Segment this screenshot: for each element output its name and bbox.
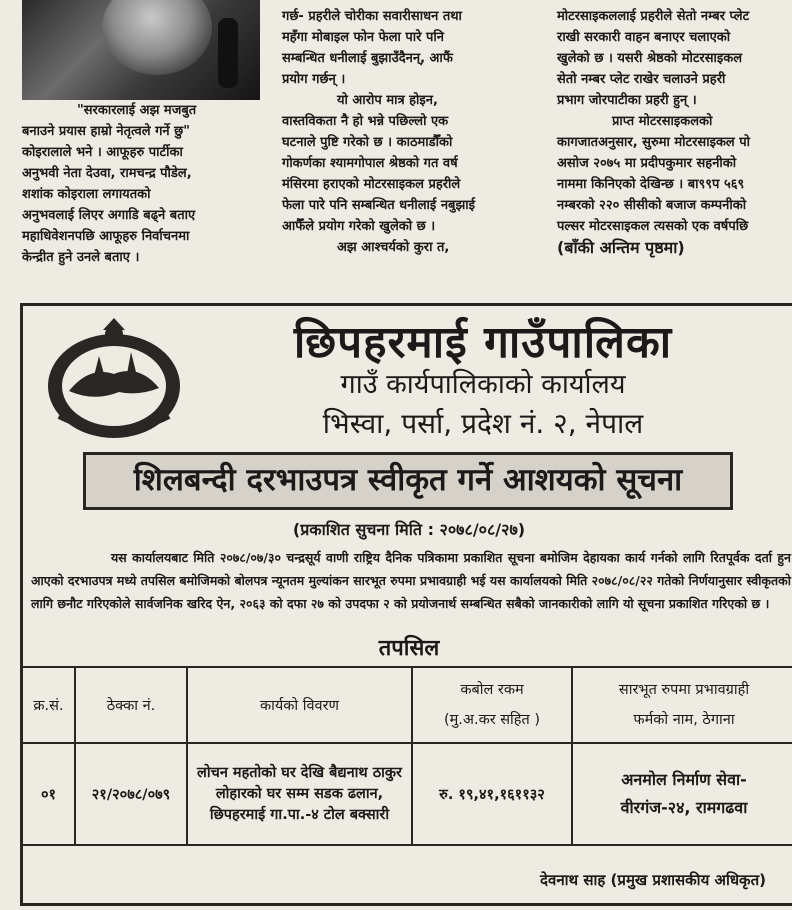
news-line: महाधिवेशनपछि आफूहरु निर्वाचनमा [22,229,190,244]
notice-body: यस कार्यालयबाट मिति २०७८/०७/३० चन्द्रसूर्य वाणी राष्ट्रिय दैनिक पत्रिकामा प्रकाशित सूचना बमोजिम देहायका कार्य गर्नको लागि रितपूर्वक दर्ता हुन आएको दरभाउपत्र मध्ये तपसिल बमोजिमको बोलपत्र न्यूनतम मुल्यांकन सारभूत रुपमा प्रभावग्राही भई यस कार्यालयको मिति २०७८/०८/२२ गतेको निर्णयानुसार स्वीकृतको लागि छनौट गरिएकोले सार्वजनिक खरिद ऐन, २०६३ को दफा २७ को उपदफा २ को प्रयोजनार्थ सम्बन्धित सबैको जानकारीको लागि यो सूचना प्रकाशित गरिएको छ । [31,550,791,611]
table-header: कार्यको विवरण [187,667,412,743]
news-column-3 [557,6,792,258]
table-header: ठेक्का नं. [75,667,187,743]
news-line: गोकर्णका श्यामगोपाल श्रेष्ठको गत वर्ष [282,156,458,171]
news-line: कोइरालाले भने । आफूहरु पार्टीका [22,145,183,160]
news-line: केन्द्रीत हुने उनले बताए । [22,250,140,265]
news-line: वास्तविकता नै हो भन्ने पछिल्लो एक [282,114,449,129]
table-header: सारभूत रुपमा प्रभावग्राही फर्मको नाम, ठेगाना [572,667,792,743]
news-line: अनुभवलाई लिएर अगाडि बढ्ने बताए [22,208,196,223]
news-line: मोटरसाइकललाई प्रहरीले सेतो नम्बर प्लेट [557,9,750,24]
news-line: राखी सरकारी वाहन बनाएर चलाएको [557,30,731,45]
news-photo [22,0,260,100]
news-line: असोज २०७५ मा प्रदीपकुमार सहनीको [557,156,737,171]
office-address: भिस्वा, पर्सा, प्रदेश नं. २, नेपाल [322,407,644,440]
published-date: (प्रकाशित सुचना मिति : २०७८/०८/२७) [292,520,526,539]
news-line: प्रयोग गर्छन् । [282,72,346,87]
news-line: घटनाले पुष्टि गरेको छ । काठमाडौँको [282,135,453,150]
municipality-title: छिपहरमाई गाउँपालिका [293,317,673,368]
table-cell: रु. १९,४१,१६११३२ [412,743,572,845]
news-line: कागजातअनुसार, सुरुमा मोटरसाइकल पो [557,135,751,150]
table-header: क्र.सं. [23,667,75,743]
schedule-title: तपसिल [378,636,440,661]
news-line: फेला पारे पनि सम्बन्धित धनीलाई नबुझाई [282,198,476,213]
table-header-row [23,667,792,743]
table-header: कबोल रकम (मु.अ.कर सहित ) [412,667,572,743]
news-line: अझ आश्चर्यको कुरा त, [337,240,450,255]
news-column-1 [22,100,262,268]
table-cell: अनमोल निर्माण सेवा- वीरगंज-२४, रामगढवा [572,743,792,845]
table-cell: लोचन महतोको घर देखि बैद्यनाथ ठाकुर लोहारको घर सम्म सडक ढलान, छिपहरमाई गा.पा.-४ टोल बक्सारी [187,743,412,845]
news-line: सेतो नम्बर प्लेट राखेर चलाउने प्रहरी [557,72,726,87]
nepal-emblem-icon [39,316,189,446]
news-line: "सरकारलाई अझ मजबुत [77,103,197,118]
office-subtitle: गाउँ कार्यपालिकाको कार्यालय [340,369,626,400]
news-line: पल्सर मोटरसाइकल त्यसको एक वर्षपछि [557,219,749,234]
microphone-image [218,18,238,88]
news-line: मंसिरमा हराएको मोटरसाइकल प्रहरीले [282,177,461,192]
news-line: नाममा किनिएको देखिन्छ । बा९९प ५६९ [557,177,745,192]
table-cell: २१/२०७८/०७९ [75,743,187,845]
person-face-image [102,0,212,75]
news-line: यो आरोप मात्र होइन, [337,93,438,108]
notice-box [20,303,792,906]
news-line: शशांक कोइराला लगायतको [22,187,151,202]
news-line: बनाउने प्रयास हाम्रो नेतृत्वले गर्ने छु" [22,124,191,139]
signatory: देवनाथ साह (प्रमुख प्रशासकीय अधिकृत) [540,871,766,889]
news-line: खुलेको छ । यसरी श्रेष्ठको मोटरसाइकल [557,51,743,66]
table-cell: ०१ [23,743,75,845]
news-line: अनुभवी नेता देउवा, रामचन्द्र पौडेल, [22,166,192,181]
contract-table [23,666,792,846]
notice-heading: शिलबन्दी दरभाउपत्र स्वीकृत गर्ने आशयको सूचना [83,452,733,510]
news-line: नम्बरको २२० सीसीको बजाज कम्पनीको [557,198,747,213]
news-line: सम्बन्धित धनीलाई बुझाउँदैनन्, आफैं [282,51,453,66]
news-line: महँगा मोबाइल फोन फेला पारे पनि [282,30,444,45]
news-line: प्राप्त मोटरसाइकलको [612,114,713,129]
news-line: गर्छ- प्रहरीले चोरीका सवारीसाधन तथा [282,9,462,24]
news-line: आफैँले प्रयोग गरेको खुलेको छ । [282,219,436,234]
news-section [0,0,792,295]
news-line: प्रभाग जोरपाटीका प्रहरी हुन् । [557,93,697,108]
table-row [23,743,792,845]
news-column-2 [282,6,542,258]
continued-note: (बाँकी अन्तिम पृष्ठमा) [557,238,685,257]
